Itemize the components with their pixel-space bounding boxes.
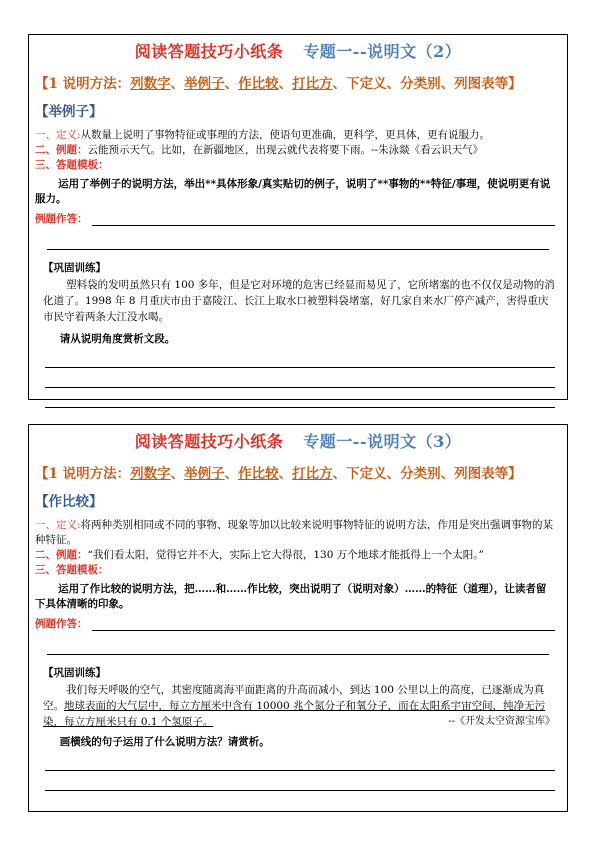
practice-title: 【巩固训练】 xyxy=(43,667,106,679)
methods-list xyxy=(35,465,555,483)
practice-question: 请从说明角度赏析文段。 xyxy=(59,333,176,345)
example-line xyxy=(35,548,555,563)
method-list-numbers: 列数字 xyxy=(130,76,171,92)
example-label: 二、例题： xyxy=(35,549,88,561)
answer-row xyxy=(35,616,555,631)
method-examples: 举例子 xyxy=(184,76,225,92)
practice-answer-line-1[interactable] xyxy=(45,366,555,368)
tip-card-2 xyxy=(28,34,568,400)
practice-text-plain: 我们每天呼吸的空气，其密度随离海平面距离的升高而减小，到达 100 公里以上的高度，已逐渐成为真空。 xyxy=(43,684,545,712)
definition-text: 从数量上说明了事物特征或事理的方法，使语句更准确，更科学，更具体，更有说服力。 xyxy=(80,129,491,141)
template-label-line xyxy=(35,563,555,578)
methods-list xyxy=(35,75,555,93)
method-analogy: 打比方 xyxy=(292,466,333,482)
definition-label: 一、定义: xyxy=(35,129,81,141)
methods-sep: 、 xyxy=(224,76,239,92)
definition-text: 将两种类别相同或不同的事物、现象等加以比较来说明事物特征的说明方法，作用是突出强调事物的某种特征。 xyxy=(35,519,554,546)
methods-rest: 、下定义、分类别、列图表等】 xyxy=(332,466,522,482)
section-heading: 【举例子】 xyxy=(35,104,103,120)
definition-line xyxy=(35,128,555,143)
template-label: 三、答题模板： xyxy=(35,159,109,171)
methods-prefix: 【1 说明方法： xyxy=(35,466,131,482)
methods-sep: 、 xyxy=(278,76,293,92)
answer-label: 例题作答： xyxy=(35,213,88,225)
practice-question: 画横线的句子运用了什么说明方法？请赏析。 xyxy=(59,736,270,748)
tip-card-3 xyxy=(28,424,568,812)
definition-label: 一、定义: xyxy=(35,519,81,531)
answer-blank-line-2[interactable] xyxy=(47,248,549,250)
practice-answer-line-1[interactable] xyxy=(45,769,555,771)
methods-sep: 、 xyxy=(224,466,239,482)
practice-text xyxy=(43,682,555,730)
card-subtitle: 专题一--说明文（3） xyxy=(303,432,462,451)
methods-prefix: 【1 说明方法： xyxy=(35,76,131,92)
answer-blank-line-2[interactable] xyxy=(47,653,549,655)
template-label-line xyxy=(35,158,555,173)
card-main-title: 阅读答题技巧小纸条 xyxy=(134,42,284,61)
practice-text: 塑料袋的发明虽然只有 100 多年，但是它对环境的危害已经显而易见了，它所堵塞的也不仅仅是动物的消化道了。1998 年 8 月重庆市由于嘉陵江、长江上取水口被塑料袋堵塞，好几家自来水厂停产减产，害得重庆市民守着两条大江没水喝。 xyxy=(43,279,555,323)
example-line xyxy=(35,143,555,158)
method-list-numbers: 列数字 xyxy=(130,466,171,482)
template-text: 运用了作比较的说明方法，把……和……作比较，突出说明了（说明对象）……的特征（道理），让读者留下具体清晰的印象。 xyxy=(35,583,547,610)
method-analogy: 打比方 xyxy=(292,76,333,92)
example-label: 二、例题： xyxy=(35,144,88,156)
practice-text-underlined: 地球表面的大气层中，每立方厘米中含有 10000 兆个氮分子和氧分子，而在太阳系宇宙空间，纯净无污染，每立方厘米只有 0.1 个氢原子。 xyxy=(43,700,546,728)
practice-answer-line-3[interactable] xyxy=(45,406,555,408)
methods-sep: 、 xyxy=(170,76,185,92)
method-comparison: 作比较 xyxy=(238,466,279,482)
answer-row xyxy=(35,211,555,226)
definition-line xyxy=(35,518,555,548)
answer-blank-line[interactable] xyxy=(92,211,556,226)
card-title xyxy=(41,41,555,63)
methods-sep: 、 xyxy=(170,466,185,482)
methods-rest: 、下定义、分类别、列图表等】 xyxy=(332,76,522,92)
answer-label: 例题作答： xyxy=(35,618,88,630)
method-examples: 举例子 xyxy=(184,466,225,482)
template-label: 三、答题模板： xyxy=(35,564,109,576)
practice-answer-line-2[interactable] xyxy=(45,789,555,791)
methods-sep: 、 xyxy=(278,466,293,482)
method-comparison: 作比较 xyxy=(238,76,279,92)
practice-answer-line-2[interactable] xyxy=(45,386,555,388)
card-main-title: 阅读答题技巧小纸条 xyxy=(134,432,284,451)
example-text: 云能预示天气。比如，在新疆地区，出现云就代表将要下雨。--朱泳燚《看云识天气》 xyxy=(87,144,484,156)
section-heading: 【作比较】 xyxy=(35,494,103,510)
template-text: 运用了举例子的说明方法，举出**具体形象/真实贴切的例子，说明了**事物的**特征/事理，使说明更有说服力。 xyxy=(35,178,551,205)
example-text: “我们看太阳，觉得它并不大，实际上它大得很，130 万个地球才能抵得上一个太阳。” xyxy=(87,549,484,561)
card-title xyxy=(41,431,555,453)
practice-title: 【巩固训练】 xyxy=(43,262,106,274)
card-subtitle: 专题一--说明文（2） xyxy=(303,42,462,61)
answer-blank-line[interactable] xyxy=(92,616,556,631)
practice-source: --《开发太空资源宝库》 xyxy=(448,716,555,727)
